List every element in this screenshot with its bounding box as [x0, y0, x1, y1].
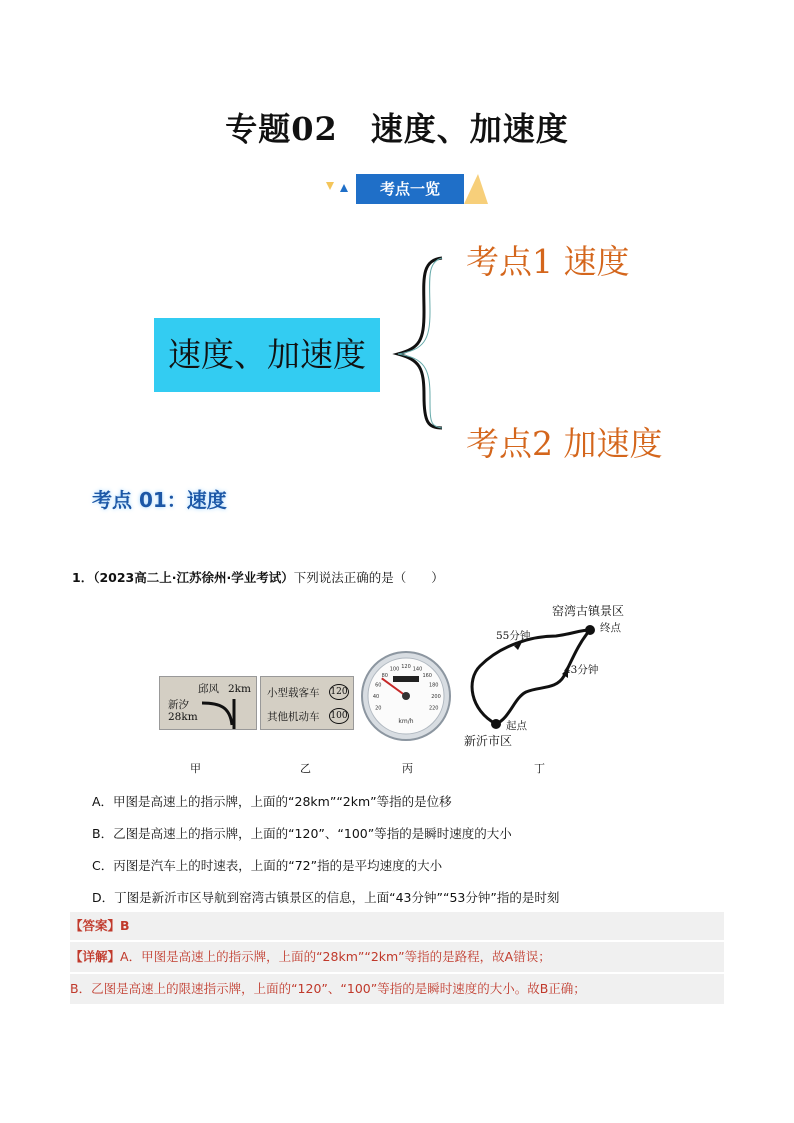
speed-tick-label: 80 — [381, 672, 388, 679]
road-branch-icon — [200, 695, 240, 729]
route-map — [460, 600, 660, 750]
question-stem — [72, 568, 444, 586]
speed-tick-label: 140 — [412, 666, 423, 673]
question-text: 下列说法正确的是（ ） — [293, 570, 444, 585]
route-time: 55分钟 — [496, 630, 531, 642]
speed-limit-badge: 120 — [329, 684, 349, 700]
speed-tick-label: 60 — [375, 682, 382, 689]
speed-tick-label: 200 — [431, 694, 441, 700]
start-point-icon — [491, 719, 501, 729]
end-label: 终点 — [600, 622, 621, 634]
figure-caption: 丙 — [402, 762, 413, 775]
sign-distance: 28km — [168, 711, 198, 723]
detail-line: A．甲图是高速上的指示牌，上面的“28km”“2km”等指的是路程，故A错误； — [120, 949, 551, 964]
section-badge — [322, 172, 492, 208]
speed-tick-label: 180 — [428, 682, 439, 689]
speed-tick-label: 220 — [428, 705, 439, 712]
question-number: 1． — [72, 570, 94, 585]
option-c: C．丙图是汽车上的时速表，上面的“72”指的是平均速度的大小 — [92, 858, 443, 873]
odometer-display — [393, 676, 419, 682]
speed-unit: km/h — [398, 718, 414, 725]
speed-tick-label: 40 — [372, 694, 380, 700]
speed-tick-label: 120 — [401, 664, 411, 670]
figure-yi-sign — [260, 676, 354, 730]
detail-row — [70, 974, 724, 1004]
badge-label: 考点一览 — [356, 174, 464, 204]
detail-line: B．乙图是高速上的限速指示牌，上面的“120”、“100”等指的是瞬时速度的大小。故B正确； — [70, 981, 586, 996]
sign-place: 邱风 — [198, 683, 219, 695]
detail-tag: 【详解】 — [70, 949, 121, 964]
section-heading: 考点 01：速度 — [92, 488, 227, 512]
option-b: B．乙图是高速上的指示牌，上面的“120”、“100”等指的是瞬时速度的大小 — [92, 826, 512, 841]
origin-label: 新沂市区 — [464, 734, 513, 748]
vehicle-label: 小型载客车 — [267, 687, 320, 699]
detail-row — [70, 942, 724, 972]
destination-label: 窑湾古镇景区 — [552, 604, 625, 618]
figure-caption: 丁 — [534, 762, 545, 775]
sign-place: 新汐 — [168, 699, 189, 711]
answer-row — [70, 912, 724, 940]
speed-tick-label: 20 — [375, 705, 382, 712]
triangle-decoration-icon — [462, 172, 490, 206]
figure-jia-sign — [159, 676, 257, 730]
speed-tick-label: 100 — [389, 666, 400, 673]
speed-limit-badge: 100 — [329, 708, 349, 724]
mind-map-topic: 考点2 加速度 — [466, 424, 663, 463]
brace-icon — [390, 252, 450, 432]
page-title: 专题02 速度、加速度 — [225, 110, 569, 148]
answer-value: B — [120, 918, 130, 933]
figure-caption: 甲 — [190, 762, 201, 775]
option-a: A．甲图是高速上的指示牌，上面的“28km”“2km”等指的是位移 — [92, 794, 452, 809]
answer-tag: 【答案】 — [70, 918, 121, 933]
option-d: D．丁图是新沂市区导航到窑湾古镇景区的信息，上面“43分钟”“53分钟”指的是时刻 — [92, 890, 560, 905]
speed-tick-label: 160 — [422, 672, 432, 679]
route-time: 43分钟 — [564, 664, 599, 676]
question-source: （2023高二上·江苏徐州·学业考试） — [93, 570, 294, 585]
sign-distance: 2km — [228, 683, 251, 695]
start-label: 起点 — [506, 720, 527, 732]
mind-map-center: 速度、加速度 — [154, 318, 380, 392]
triangle-decoration-icon — [322, 178, 356, 202]
speedometer-gauge — [360, 650, 452, 742]
mind-map-topic: 考点1 速度 — [466, 242, 630, 281]
vehicle-label: 其他机动车 — [267, 711, 320, 723]
end-point-icon — [585, 625, 595, 635]
figure-caption: 乙 — [300, 762, 311, 775]
